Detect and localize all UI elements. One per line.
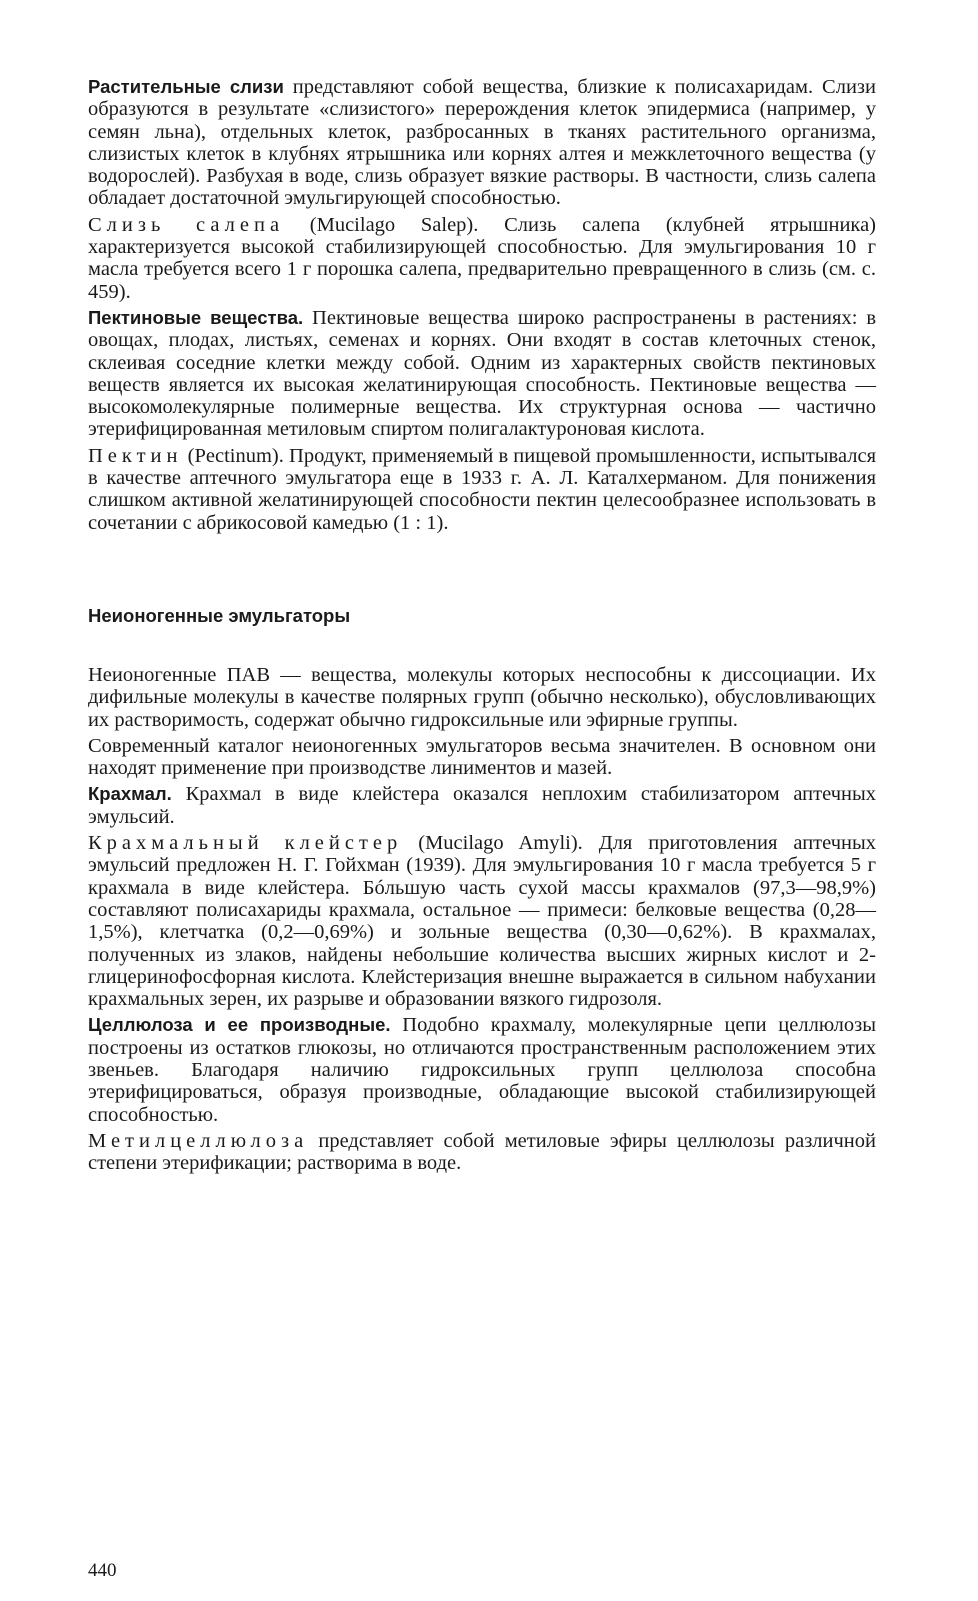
- paragraph-metilcellyuloza: [88, 1130, 876, 1175]
- paragraph-lead: Пектин: [88, 444, 183, 467]
- paragraph-text: представляет собой метиловые эфиры целлюлозы различной степени этерификации; растворима в воде.: [88, 1129, 876, 1175]
- paragraph-lead: Крахмал.: [88, 783, 172, 805]
- paragraph-text: Современный каталог неионогенных эмульгаторов весьма значителен. В основном они находят применение при производстве линиментов и мазей.: [88, 734, 876, 780]
- paragraph-pektinovye: [88, 307, 876, 441]
- paragraph-lead: Пектиновые вещества.: [88, 306, 304, 328]
- paragraph-sliz-salepa: [88, 214, 876, 303]
- paragraph-lead: Слизь салепа: [88, 213, 285, 236]
- paragraph-lead: Крахмальный клейстер: [88, 832, 403, 855]
- page-body: [88, 76, 876, 1174]
- paragraph-text: (Pectinum). Продукт, применяемый в пищевой промышленности, испытывался в качестве аптечного эмульгатора еще в 1933 г. А. Л. Каталхерманом. Для понижения слишком активной желатинирующей способности пектин целесообразнее использовать в сочетании с абрикосовой камедью (1 : 1).: [88, 444, 876, 534]
- paragraph-text: Неионогенные ПАВ — вещества, молекулы которых неспособны к диссоциации. Их дифильные молекулы в качестве полярных групп (обычно несколько), обусловливающих их растворимость, содержат обычно гидроксильные или эфирные группы.: [88, 663, 876, 731]
- paragraph-text: Подобно крахмалу, молекулярные цепи целлюлозы построены из остатков глюкозы, но отличаются пространственным расположением этих звеньев. Благодаря наличию гидроксильных групп целлюлоза способна этерифицироваться, образуя производные, обладающие высокой стабилизирующей способностью.: [88, 1014, 876, 1126]
- paragraph-text: Пектиновые вещества широко распространены в растениях: в овощах, плодах, листьях, семенах и корнях. Они входят в состав клеточных стенок, склеивая соседние клетки между собой. Одним из характерных свойств пектиновых веществ является их высокая желатинирующая способность. Пектиновые вещества — высокомолекулярные полимерные вещества. Их структурная основа — частично этерифицированная метиловым спиртом полигалактуроновая кислота.: [88, 306, 876, 441]
- page-number: 440: [88, 1560, 117, 1581]
- paragraph-text: (Mucilago Salep). Слизь салепа (клубней ятрышника) характеризуется высокой стабилизирующей способностью. Для эмульгирования 10 г масла требуется всего 1 г порошка салепа, предварительно превращенного в слизь (см. с. 459).: [88, 213, 876, 303]
- section-heading: Неионогенные эмульгаторы: [88, 604, 351, 626]
- paragraph-neionogennye-pav: [88, 664, 876, 731]
- paragraph-rastitelnye-slizi: [88, 76, 876, 210]
- paragraph-text: представляют собой вещества, близкие к полисахаридам. Слизи образуются в результате «слизистого» перерождения клеток эпидермиса (например, у семян льна), отдельных клеток, разбросанных в тканях растительного организма, слизистых клеток в клубнях ятрышника или корнях алтея и межклеточного вещества (у водорослей). Разбухая в воде, слизь образует вязкие растворы. В частности, слизь салепа обладает достаточной эмульгирующей способностью.: [88, 76, 876, 210]
- paragraph-pektin: [88, 445, 876, 534]
- top-paragraphs: [88, 76, 876, 534]
- paragraph-lead: Метилцеллюлоза: [88, 1129, 309, 1152]
- bottom-paragraphs: [88, 664, 876, 1175]
- paragraph-krakhmalnyi-kleister: [88, 832, 876, 1010]
- paragraph-cellyuloza: [88, 1014, 876, 1125]
- paragraph-lead: Растительные слизи: [88, 76, 284, 97]
- paragraph-text: Крахмал в виде клейстера оказался неплохим стабилизатором аптечных эмульсий.: [88, 783, 876, 828]
- paragraph-katalog: [88, 735, 876, 780]
- paragraph-text: (Mucilago Amyli). Для приготовления аптечных эмульсий предложен Н. Г. Гойхман (1939). Для эмульгирования 10 г масла требуется 5 г крахмала в виде клейстера. Бóльшую часть сухой массы крахмалов (97,3—98,9%) составляют полисахариды крахмала, остальное — примеси: белковые вещества (0,28—1,5%), клетчатка (0,2—0,69%) и зольные вещества (0,30—0,62%). В крахмалах, полученных из злаков, найдены небольшие количества высших жирных кислот и 2-глицеринофосфорная кислота. Клейстеризация внешне выражается в сильном набухании крахмальных зерен, их разрыве и образовании вязкого гидрозоля.: [88, 832, 877, 1011]
- paragraph-lead: Целлюлоза и ее производные.: [88, 1014, 391, 1036]
- paragraph-krakhmal: [88, 783, 876, 828]
